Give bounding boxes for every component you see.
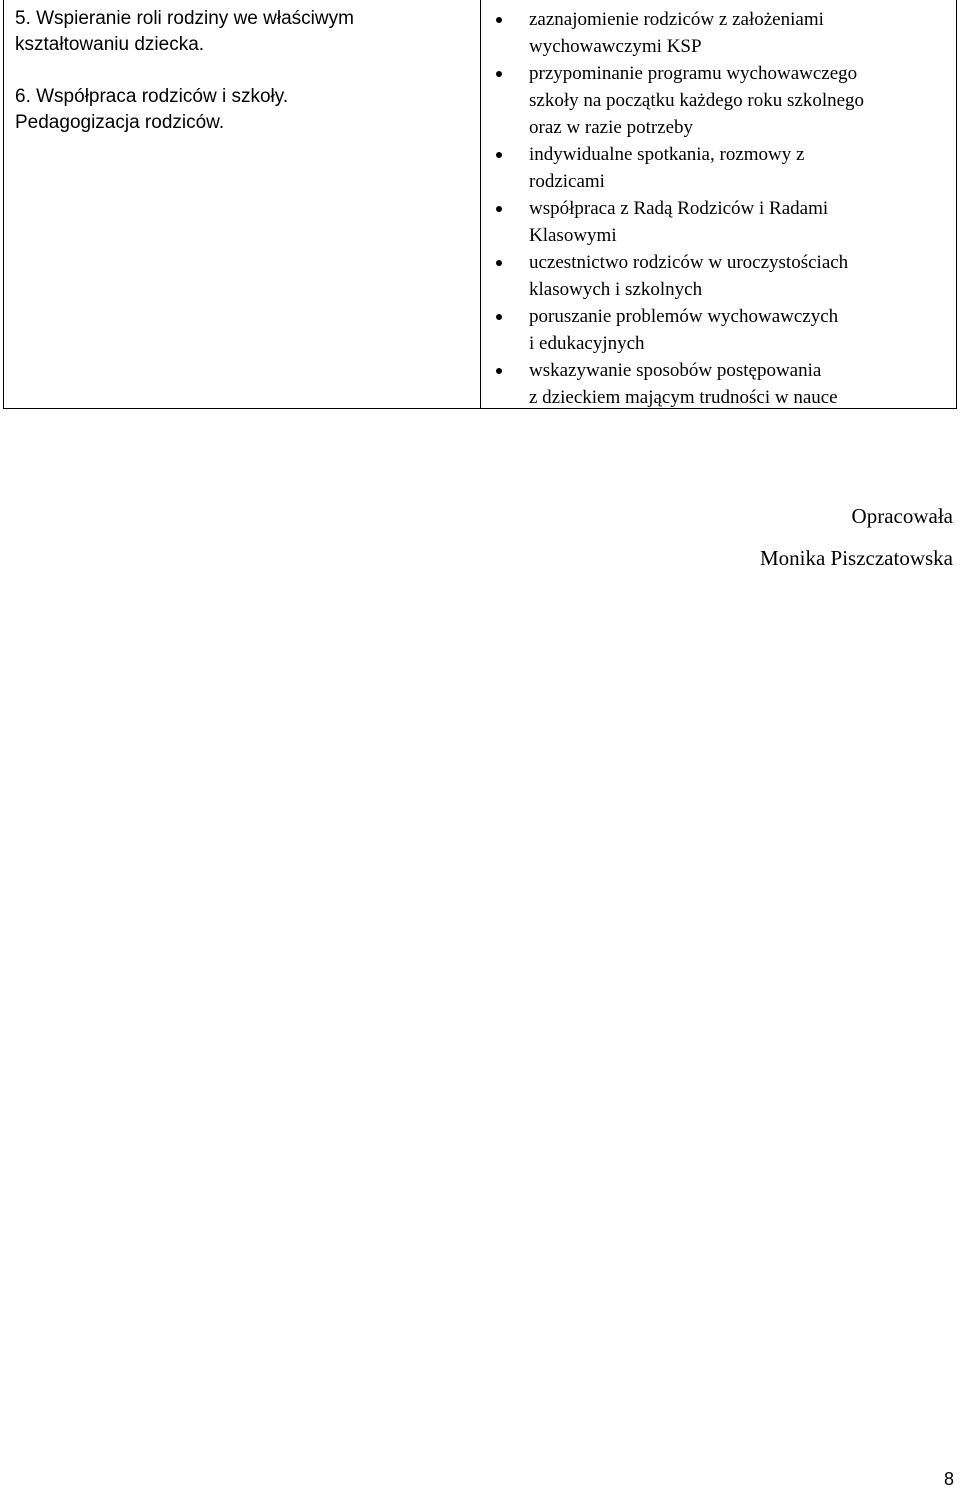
- list-item: przypominanie programu wychowawczego szkoły na początku każdego roku szkolnego oraz w razie potrzeby: [481, 60, 956, 141]
- list-item: uczestnictwo rodziców w uroczystościach klasowych i szkolnych: [481, 249, 956, 303]
- signature-block: [760, 495, 953, 579]
- list-item: wskazywanie sposobów postępowania z dzieckiem mającym trudności w nauce: [481, 357, 956, 411]
- signature-label: Opracowała: [851, 504, 953, 528]
- bullet-list: [481, 6, 956, 411]
- list-item: poruszanie problemów wychowawczych i edukacyjnych: [481, 303, 956, 357]
- table-right-column: [481, 0, 956, 408]
- list-item: zaznajomienie rodziców z założeniami wychowawczymi KSP: [481, 6, 956, 60]
- page-number: 8: [943, 1469, 954, 1489]
- list-item: indywidualne spotkania, rozmowy z rodzicami: [481, 141, 956, 195]
- section-heading-6: 6. Współpraca rodziców i szkoły. Pedagogizacja rodziców.: [15, 86, 289, 133]
- table-left-column: [4, 0, 481, 408]
- program-table: [3, 0, 957, 409]
- signature-name: Monika Piszczatowska: [759, 546, 953, 570]
- list-item: współpraca z Radą Rodziców i Radami Klasowymi: [481, 195, 956, 249]
- section-heading-5: 5. Wspieranie roli rodziny we właściwym kształtowaniu dziecka.: [15, 8, 354, 55]
